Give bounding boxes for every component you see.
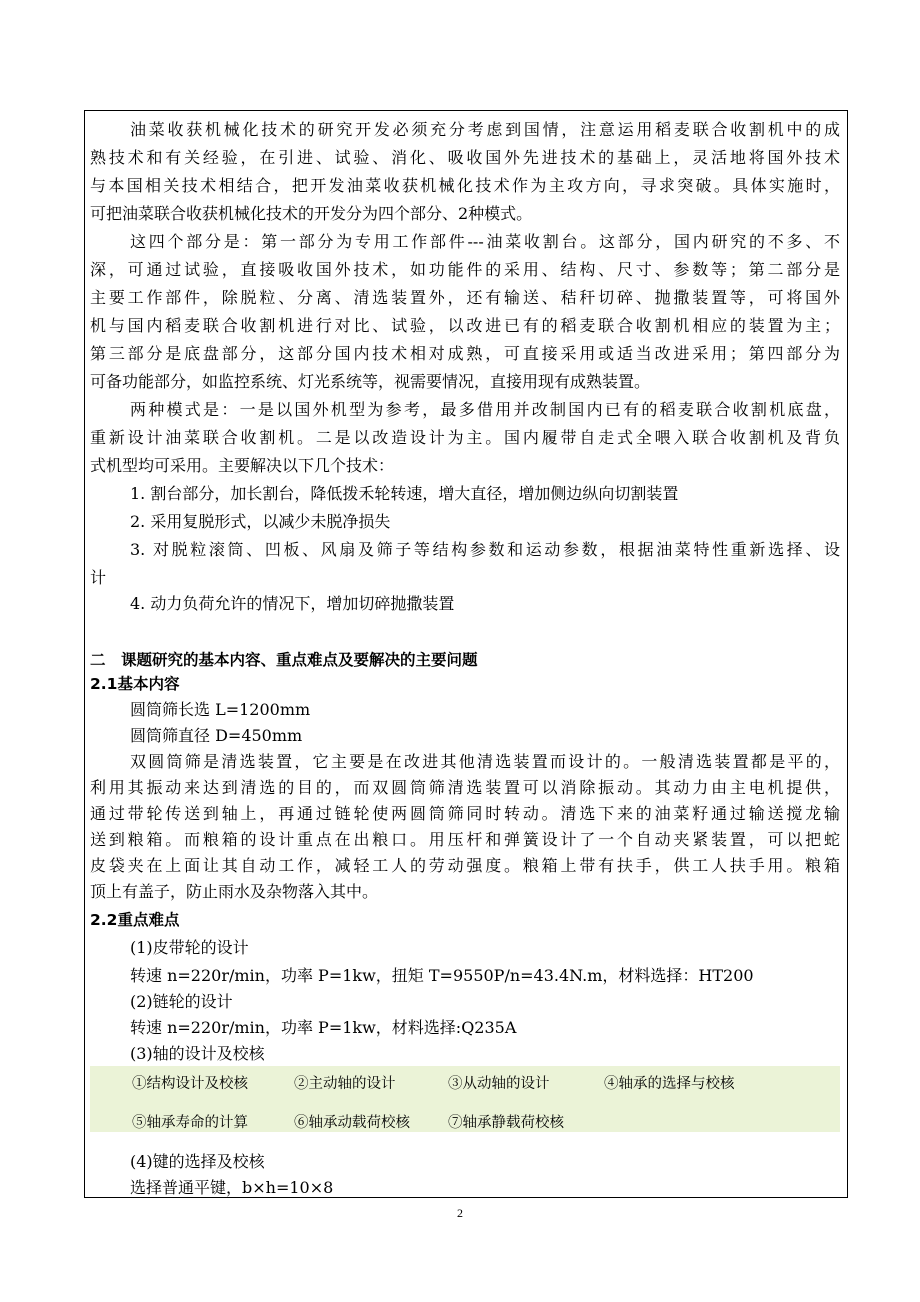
spec-line: 转速 n=220r/min，功率 P=1kw，材料选择:Q235A [130, 1018, 517, 1037]
paragraph-line: 式机型均可采用。主要解决以下几个技术： [90, 456, 395, 475]
section-heading: 二 课题研究的基本内容、重点难点及要解决的主要问题 [90, 651, 478, 669]
paragraph-line: 油菜收获机械化技术的研究开发必须充分考虑到国情，注意运用稻麦联合收割机中的成 [130, 120, 840, 139]
item-title: (3)轴的设计及校核 [130, 1044, 265, 1063]
item-title: (1)皮带轮的设计 [130, 938, 249, 957]
shaft-item: ①结构设计及校核 [132, 1076, 248, 1092]
spec-line: 圆筒筛长选 L=1200mm [130, 700, 311, 719]
list-item: 2. 采用复脱形式，以减少未脱净损失 [130, 512, 391, 531]
paragraph-line: 通过带轮传送到轴上，再通过链轮使两圆筒筛同时转动。清选下来的油菜籽通过输送搅龙输 [90, 804, 840, 823]
paragraph-line: 可备功能部分，如监控系统、灯光系统等，视需要情况，直接用现有成熟装置。 [90, 372, 651, 391]
spec-line: 转速 n=220r/min，功率 P=1kw，扭矩 T=9550P/n=43.4N.m，材料选择：HT200 [130, 966, 754, 985]
paragraph-line: 可把油菜联合收获机械化技术的开发分为四个部分、2种模式。 [90, 204, 533, 223]
item-title: (4)键的选择及校核 [130, 1152, 265, 1171]
paragraph-line: 送到粮箱。而粮箱的设计重点在出粮口。用压杆和弹簧设计了一个自动夹紧装置，可以把蛇 [90, 830, 840, 849]
list-item: 4. 动力负荷允许的情况下，增加切碎抛撒装置 [130, 594, 455, 613]
subsection-heading: 2.2重点难点 [90, 911, 180, 929]
item-title: (2)链轮的设计 [130, 992, 233, 1011]
paragraph-line: 双圆筒筛是清选装置，它主要是在改进其他清选装置而设计的。一般清选装置都是平的， [130, 752, 840, 771]
paragraph-line: 熟技术和有关经验，在引进、试验、消化、吸收国外先进技术的基础上，灵活地将国外技术 [90, 148, 840, 167]
paragraph-line: 重新设计油菜联合收割机。二是以改造设计为主。国内履带自走式全喂入联合收割机及背负 [90, 428, 840, 447]
shaft-item: ⑦轴承静载荷校核 [448, 1115, 564, 1131]
paragraph-line: 机与国内稻麦联合收割机进行对比、试验，以改进已有的稻麦联合收割机相应的装置为主； [90, 316, 840, 335]
shaft-item: ②主动轴的设计 [294, 1076, 396, 1092]
paragraph-line: 两种模式是：一是以国外机型为参考，最多借用并改制国内已有的稻麦联合收割机底盘， [130, 400, 840, 419]
paragraph-line: 主要工作部件，除脱粒、分离、清选装置外，还有输送、秸秆切碎、抛撒装置等，可将国外 [90, 288, 840, 307]
paragraph-line: 利用其振动来达到清选的目的，而双圆筒筛清选装置可以消除振动。其动力由主电机提供， [90, 778, 840, 797]
shaft-item: ③从动轴的设计 [448, 1076, 550, 1092]
paragraph-line: 深，可通过试验，直接吸收国外技术，如功能件的采用、结构、尺寸、参数等；第二部分是 [90, 260, 840, 279]
page-number: 2 [457, 1206, 463, 1220]
list-item: 1. 割台部分，加长割台，降低拨禾轮转速，增大直径，增加侧边纵向切割装置 [130, 484, 679, 503]
list-item-continuation: 计 [90, 568, 107, 587]
shaft-item: ④轴承的选择与校核 [604, 1076, 735, 1092]
paragraph-line: 第三部分是底盘部分，这部分国内技术相对成熟，可直接采用或适当改进采用；第四部分为 [90, 344, 840, 363]
spec-line: 圆筒筛直径 D=450mm [130, 726, 303, 745]
paragraph-line: 顶上有盖子，防止雨水及杂物落入其中。 [90, 882, 379, 901]
shaft-item: ⑥轴承动载荷校核 [294, 1115, 410, 1131]
paragraph-line: 与本国相关技术相结合，把开发油菜收获机械化技术作为主攻方向，寻求突破。具体实施时， [90, 176, 840, 195]
shaft-item: ⑤轴承寿命的计算 [132, 1115, 248, 1131]
paragraph-line: 皮袋夹在上面让其自动工作，减轻工人的劳动强度。粮箱上带有扶手，供工人扶手用。粮箱 [90, 856, 840, 875]
spec-line: 选择普通平键，b×h=10×8 [130, 1178, 334, 1197]
subsection-heading: 2.1基本内容 [90, 675, 180, 693]
paragraph-line: 这四个部分是：第一部分为专用工作部件---油菜收割台。这部分，国内研究的不多、不 [130, 232, 840, 251]
list-item: 3. 对脱粒滚筒、凹板、风扇及筛子等结构参数和运动参数，根据油菜特性重新选择、设 [130, 540, 840, 559]
